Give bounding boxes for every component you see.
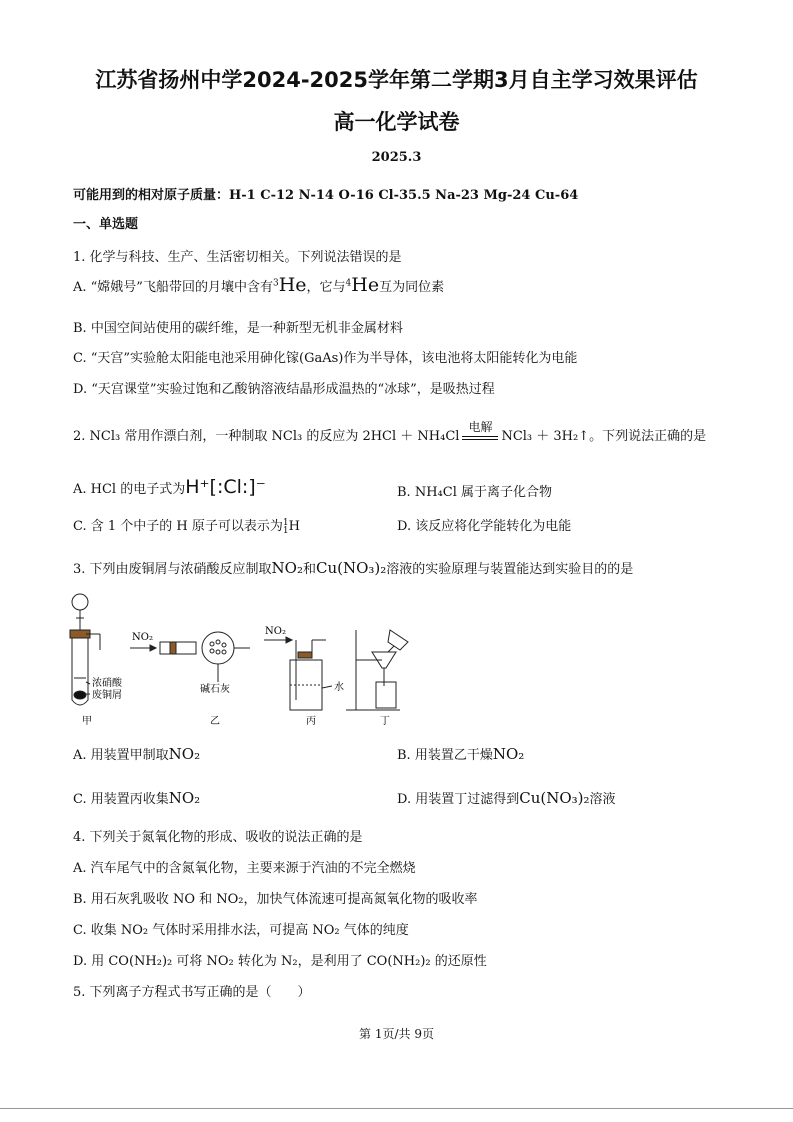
q3-c-text: C. 用装置丙收集 (73, 792, 169, 807)
q3-option-a (73, 744, 200, 763)
q3-stem-post: 溶液的实验原理与装置能达到实验目的的是 (386, 562, 634, 577)
q3-d-text-post: 溶液 (589, 792, 616, 807)
q3-c-no2: NO₂ (168, 789, 201, 807)
arrow-bar-bottom (462, 439, 498, 440)
q1-a-text-post: 互为同位素 (379, 280, 445, 295)
caption-jia: 甲 (82, 716, 92, 727)
label-no2-1: NO₂ (132, 632, 153, 643)
q1-option-b: B. 中国空间站使用的碳纤维，是一种新型无机非金属材料 (73, 321, 403, 336)
page-number: 第 1页/共 9页 (359, 1027, 434, 1041)
q1-option-c: C. “天宫”实验舱太阳能电池采用砷化镓(GaAs)作为半导体，该电池将太阳能转化为电能 (73, 351, 578, 366)
q2-option-a (73, 476, 266, 498)
caption-yi: 乙 (210, 716, 220, 727)
q2-option-b: B. NH₄Cl 属于离子化合物 (397, 485, 552, 500)
mass-number: 1 (282, 517, 289, 528)
q3-b-no2: NO₂ (492, 745, 525, 763)
q3-stem-mid: 和 (302, 562, 316, 577)
apparatus-ding (346, 630, 408, 710)
caption-bing: 丙 (306, 716, 316, 727)
q2-c-text: C. 含 1 个中子的 H 原子可以表示为 (73, 519, 283, 534)
q3-option-c (73, 788, 200, 807)
label-conc-acid: 浓硝酸 (92, 678, 122, 689)
q1-option-a (73, 274, 444, 296)
q3-cuno3: Cu(NO₃)₂ (316, 559, 387, 577)
q2-stem-post: NCl₃ ＋ 3H₂↑。下列说法正确的是 (501, 429, 707, 444)
q3-b-text: B. 用装置乙干燥 (397, 748, 493, 763)
q2-a-text: A. HCl 的电子式为 (73, 482, 186, 497)
exam-title: 江苏省扬州中学2024-2025学年第二学期3月自主学习效果评估 (95, 68, 698, 92)
electrolysis-condition: 电解 (468, 419, 493, 434)
q2-option-c (73, 515, 300, 535)
q2-option-d: D. 该反应将化学能转化为电能 (397, 519, 572, 534)
caption-ding: 丁 (380, 716, 390, 727)
q1-option-d: D. “天宫课堂”实验过饱和乙酸钠溶液结晶形成温热的“冰球”，是吸热过程 (73, 382, 495, 397)
q4-option-b: B. 用石灰乳吸收 NO 和 NO₂，加快气体流速可提高氮氧化物的吸收率 (73, 892, 478, 907)
exam-date: 2025.3 (371, 150, 422, 165)
q1-a-text-pre: A. “嫦娥号”飞船带回的月壤中含有 (73, 280, 273, 295)
q2-stem (73, 419, 707, 444)
q1-a-mass2: 4 (345, 278, 352, 289)
bottom-divider (0, 1108, 793, 1109)
q3-a-text: A. 用装置甲制取 (73, 748, 169, 763)
apparatus-bing (264, 637, 332, 710)
label-soda-lime: 碱石灰 (200, 684, 230, 695)
q1-stem: 1. 化学与科技、生产、生活密切相关。下列说法错误的是 (73, 250, 402, 265)
q1-a-element2: He (351, 274, 380, 296)
label-water: 水 (334, 682, 344, 693)
q3-d-cuno3: Cu(NO₃)₂ (519, 789, 590, 807)
q3-stem-pre: 3. 下列由废铜屑与浓硝酸反应制取 (73, 562, 272, 577)
q1-a-text-mid: ，它与 (306, 280, 346, 295)
electrolysis-arrow (462, 419, 498, 440)
q3-a-no2: NO₂ (168, 745, 201, 763)
exam-subtitle: 高一化学试卷 (333, 110, 460, 134)
q3-option-d (397, 788, 616, 807)
q1-a-element1: He (278, 274, 307, 296)
q4-stem: 4. 下列关于氮氧化物的形成、吸收的说法正确的是 (73, 830, 363, 845)
q2-c-element: H (288, 519, 300, 534)
arrow-bar-top (462, 436, 498, 437)
q2-stem-pre: 2. NCl₃ 常用作漂白剂，一种制取 NCl₃ 的反应为 2HCl ＋ NH₄Cl (73, 429, 460, 444)
q3-d-text-pre: D. 用装置丁过滤得到 (397, 792, 520, 807)
q3-option-b (397, 744, 524, 763)
q3-stem (73, 558, 633, 577)
atomic-number: 1 (282, 525, 289, 536)
q4-option-a: A. 汽车尾气中的含氮氧化物，主要来源于汽油的不完全燃烧 (73, 861, 416, 876)
q4-option-c: C. 收集 NO₂ 气体时采用排水法，可提高 NO₂ 气体的纯度 (73, 923, 409, 938)
apparatus-figure (60, 590, 420, 730)
section-heading: 一、单选题 (73, 217, 139, 232)
q4-option-d: D. 用 CO(NH₂)₂ 可将 NO₂ 转化为 N₂，是利用了 CO(NH₂)₂ 的还原性 (73, 954, 487, 969)
q1-a-mass1: 3 (272, 278, 279, 289)
q5-stem: 5. 下列离子方程式书写正确的是（ ） (73, 985, 311, 1000)
label-no2-2: NO₂ (265, 626, 286, 637)
hcl-electron-formula: H⁺[:Cl:]⁻ (185, 476, 266, 498)
q3-no2: NO₂ (271, 559, 303, 577)
atomic-masses: 可能用到的相对原子质量：H-1 C-12 N-14 O-16 Cl-35.5 Na-23 Mg-24 Cu-64 (73, 188, 579, 203)
label-copper: 废铜屑 (92, 690, 122, 701)
